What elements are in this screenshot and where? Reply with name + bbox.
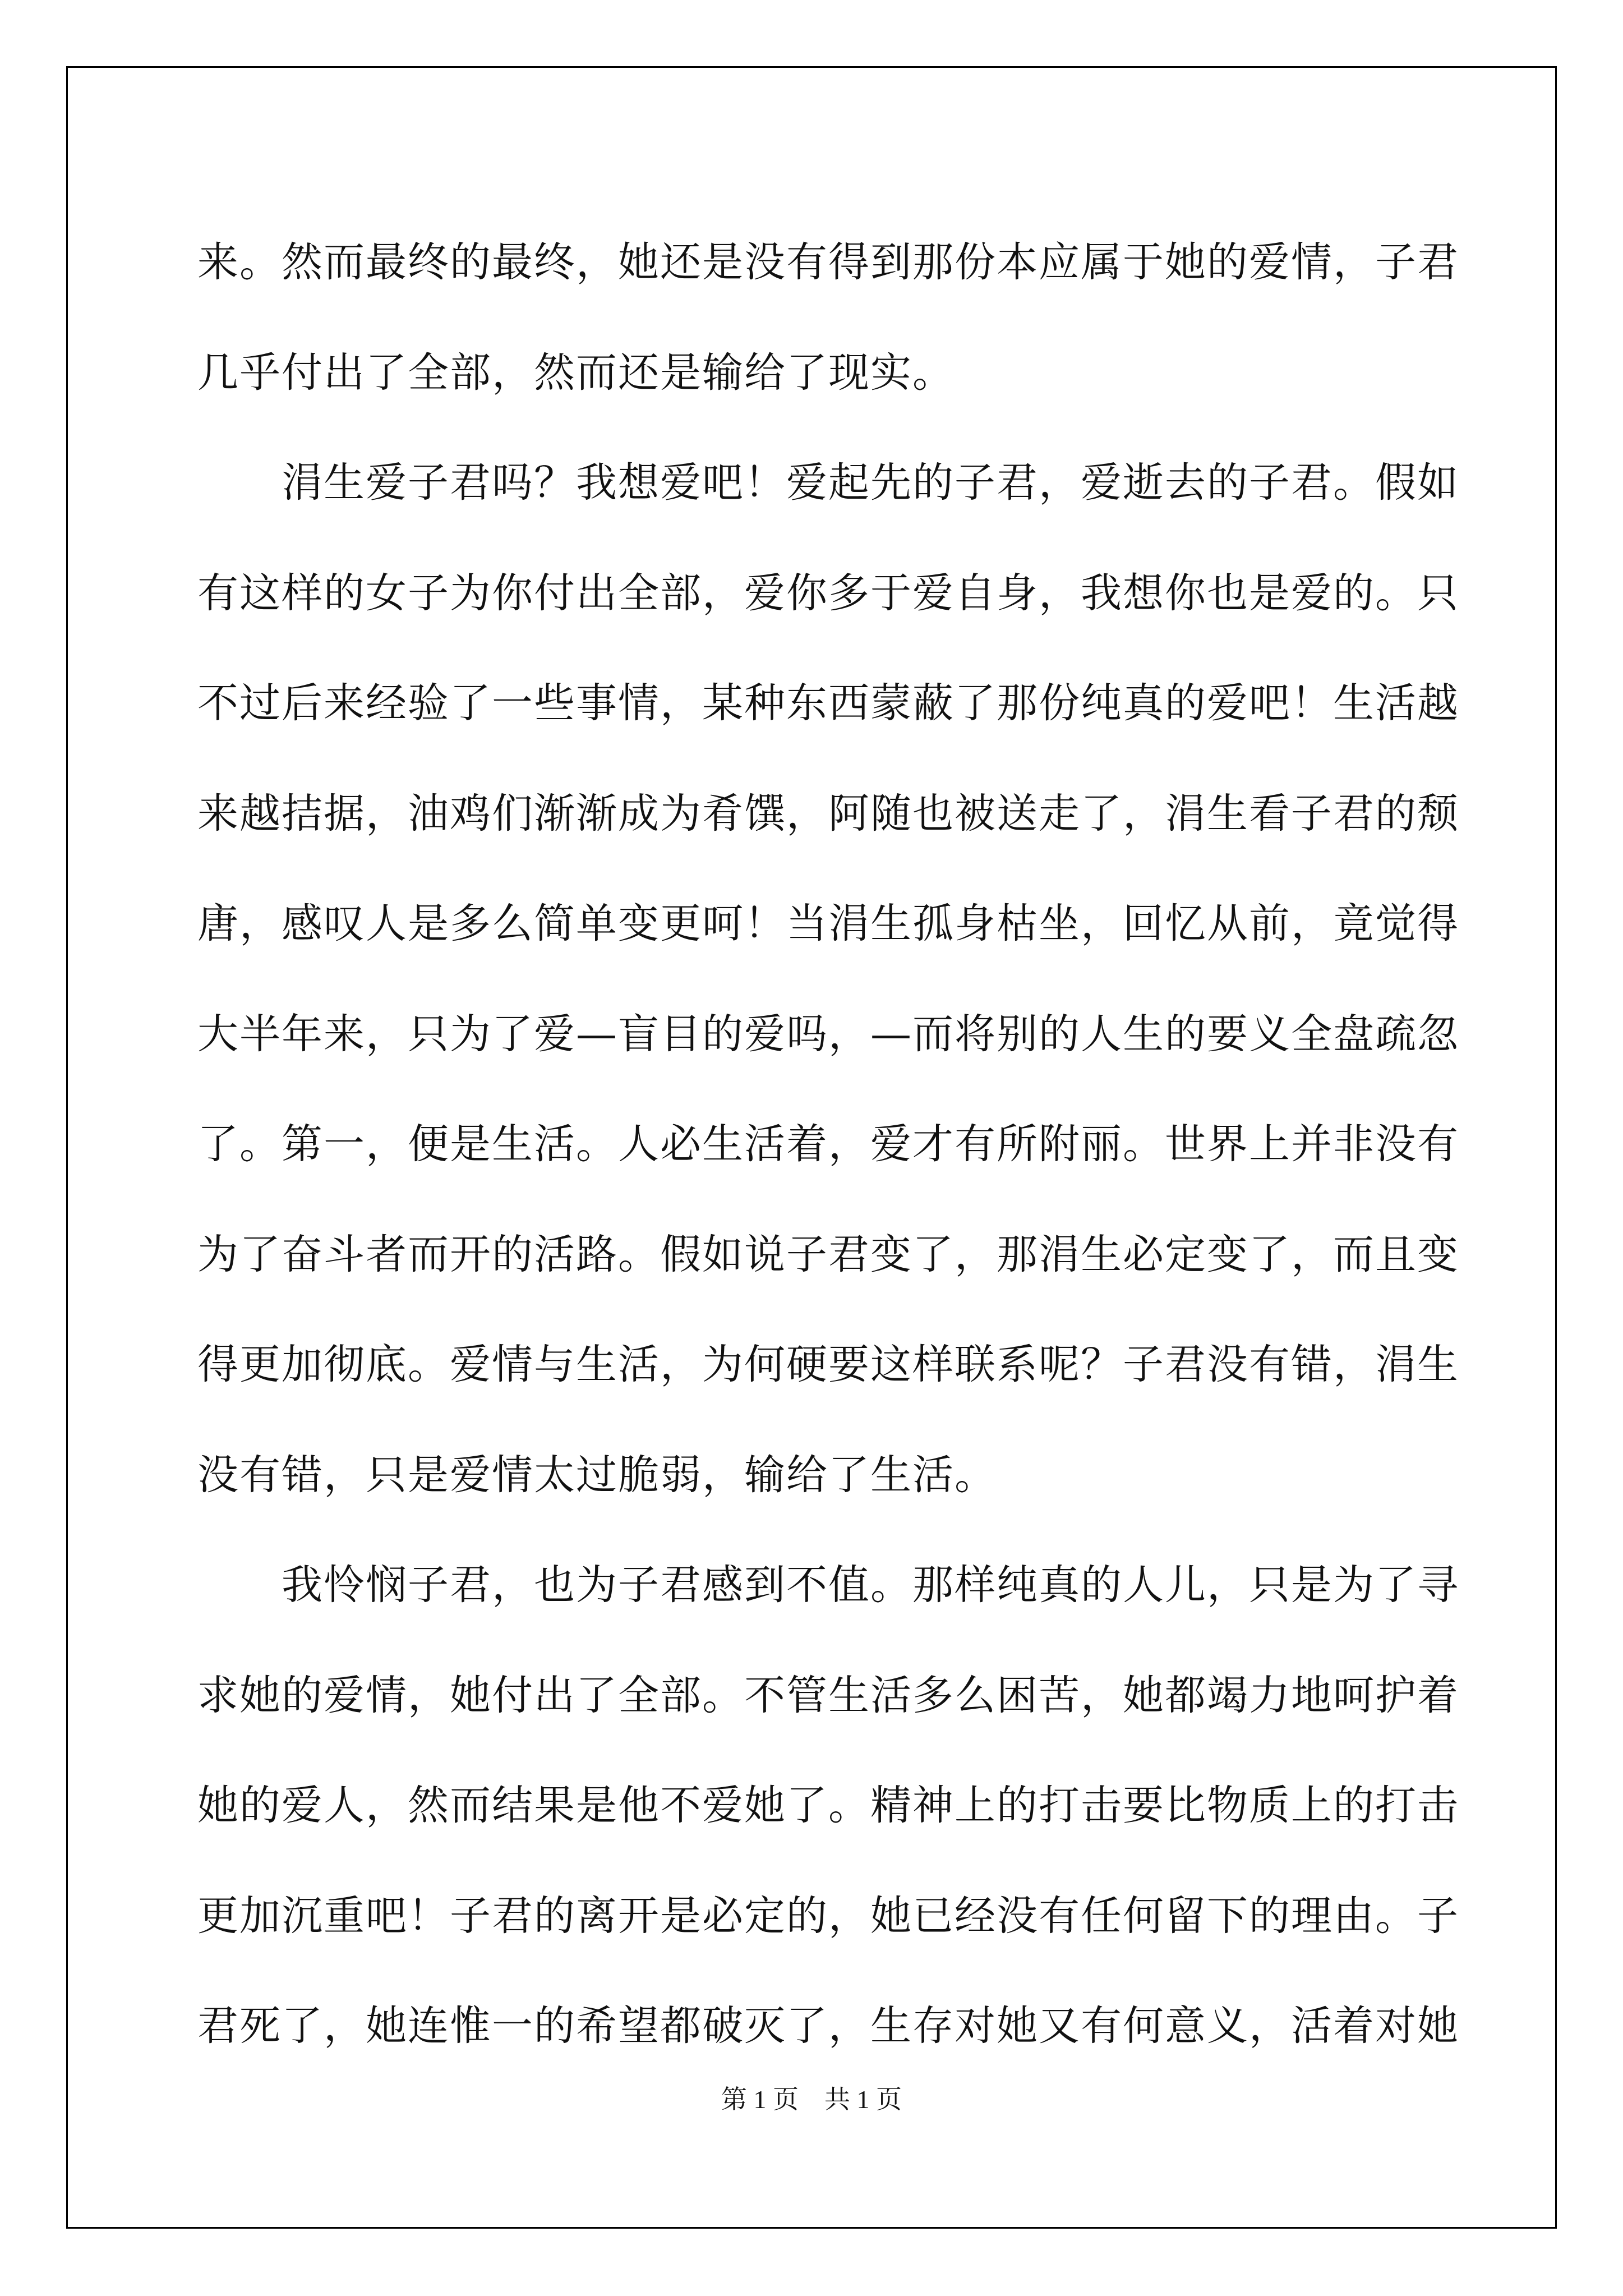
paragraph-2	[197, 428, 1459, 1530]
paragraph-1	[197, 208, 1459, 428]
text-line: 她的爱人，然而结果是他不爱她了。精神上的打击要比物质上的打击	[197, 1782, 1459, 1829]
text-line: 求她的爱情，她付出了全部。不管生活多么困苦，她都竭力地呵护着	[197, 1671, 1459, 1719]
page-number: 第 1 页	[721, 2085, 799, 2114]
text-line: 为了奋斗者而开的活路。假如说子君变了，那涓生必定变了，而且变	[197, 1230, 1459, 1278]
text-line: 来越拮据，油鸡们渐渐成为肴馔，阿随也被送走了，涓生看子君的颓	[197, 789, 1459, 838]
text-line: 唐，感叹人是多么简单变更呵！当涓生孤身枯坐，回忆从前，竟觉得	[197, 900, 1459, 947]
text-line: 不过后来经验了一些事情，某种东西蒙蔽了那份纯真的爱吧！生活越	[197, 679, 1459, 727]
page-footer	[0, 2079, 1623, 2116]
text-line: 更加沉重吧！子君的离开是必定的，她已经没有任何留下的理由。子	[197, 1892, 1459, 1940]
paragraph-3	[197, 1530, 1459, 2082]
text-line: 几乎付出了全部，然而还是输给了现实。	[197, 348, 955, 397]
text-line: 得更加彻底。爱情与生活，为何硬要这样联系呢？子君没有错，涓生	[197, 1341, 1459, 1388]
text-line: 了。第一，便是生活。人必生活着，爱才有所附丽。世界上并非没有	[197, 1120, 1459, 1168]
text-line: 大半年来，只为了爱—盲目的爱吗，—而将别的人生的要义全盘疏忽	[197, 1010, 1459, 1058]
page-total: 共 1 页	[824, 2085, 902, 2114]
document-body	[197, 208, 1459, 2082]
text-line: 涓生爱子君吗？我想爱吧！爱起先的子君，爱逝去的子君。假如	[282, 459, 1459, 507]
text-line: 我怜悯子君，也为子君感到不值。那样纯真的人儿，只是为了寻	[282, 1561, 1459, 1609]
text-line: 君死了，她连惟一的希望都破灭了，生存对她又有何意义，活着对她	[197, 2002, 1459, 2050]
text-line: 来。然而最终的最终，她还是没有得到那份本应属于她的爱情，子君	[197, 238, 1459, 286]
text-line: 有这样的女子为你付出全部，爱你多于爱自身，我想你也是爱的。只	[197, 569, 1459, 617]
text-line: 没有错，只是爱情太过脆弱，输给了生活。	[197, 1451, 997, 1499]
